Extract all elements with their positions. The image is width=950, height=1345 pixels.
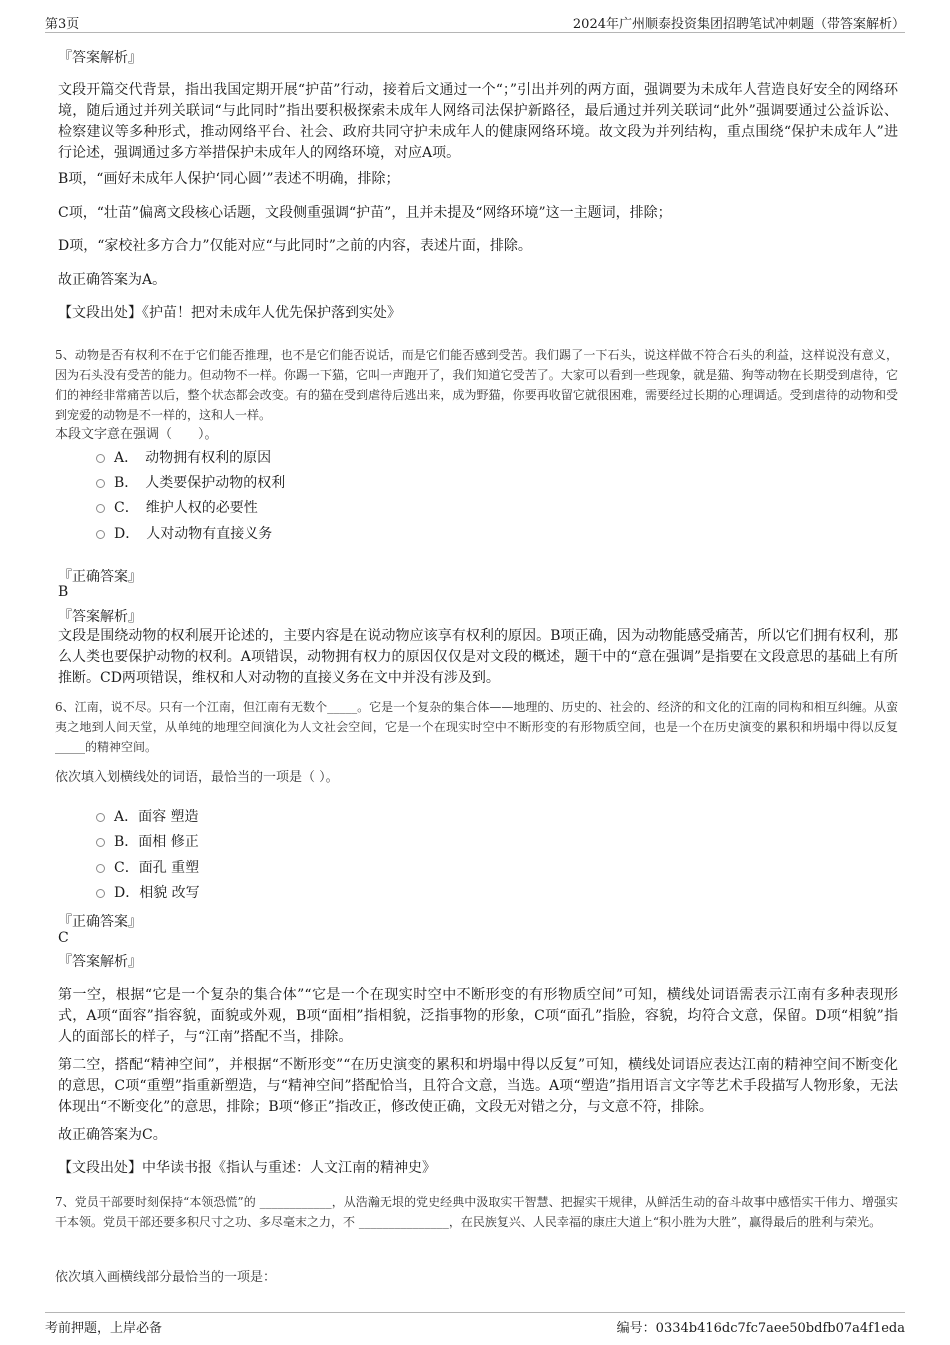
q6-option-a[interactable] [96, 806, 199, 826]
radio-icon [96, 479, 105, 488]
q6-stem: 6、江南，说不尽。只有一个江南，但江南有无数个_____。它是一个复杂的集合体——地理的、历史的、社会的、经济的和文化的江南的同构和相互纠缠。从蛮夷之地到人间天堂，从单纯的地理空间演化为人文社会空间，它是一个在现实时空中不断形变的有形物质空间，也是一个在历史演变的累积和坍塌中得以反复_____的精神空间。 [55, 700, 898, 754]
q4-analysis-p2: B项，“画好未成年人保护‘同心圆’”表述不明确，排除； [58, 171, 400, 187]
q5-analysis-heading: 『答案解析』 [58, 609, 142, 625]
q4-analysis-p5: 故正确答案为A。 [58, 272, 167, 288]
option-label: B． 人类要保护动物的权利 [114, 475, 286, 491]
q7-stem: 7、党员干部要时刻保持“本领恐慌”的 ____________，从浩瀚无垠的党史经典中汲取实干智慧、把握实干规律，从鲜活生动的奋斗故事中感悟实干伟力、增强实干本领。党员干部还要多积尺寸之功、多尽毫末之力，不 _______________，在民族复兴、人民幸福的康庄大道上“积小胜为大胜”，赢得最后的胜利与荣光。 [55, 1195, 898, 1229]
q5-stem: 5、动物是否有权利不在于它们能否推理，也不是它们能否说话，而是它们能否感到受苦。我们踢了一下石头，说这样做不符合石头的利益，这样说没有意义，因为石头没有受苦的能力。但动物不一样。你踢一下猫，它叫一声跑开了，我们知道它受苦了。大家可以看到一些现象，就是猫、狗等动物在长期受到虐待，它们的神经非常痛苦以后，整个状态都会改变。有的猫在受到虐待后逃出来，成为野猫，你要再收留它就很困难，需要经过长期的心理调适。受到虐待的动物和受到宠爱的动物是不一样的，这和人一样。 [55, 348, 898, 422]
q5-option-a[interactable] [96, 447, 271, 467]
q6-option-b[interactable] [96, 831, 199, 851]
option-label: C． 维护人权的必要性 [114, 500, 258, 516]
radio-icon [96, 813, 105, 822]
q6-source: 【文段出处】中华读书报《指认与重述：人文江南的精神史》 [58, 1160, 436, 1176]
q4-analysis-heading: 『答案解析』 [58, 50, 142, 66]
q6-question: 依次填入划横线处的词语，最恰当的一项是（ ）。 [55, 770, 339, 785]
radio-icon [96, 504, 105, 513]
radio-icon [96, 864, 105, 873]
option-label: A． 动物拥有权利的原因 [114, 450, 272, 466]
q6-option-c[interactable] [96, 857, 199, 877]
q6-analysis-heading: 『答案解析』 [58, 954, 142, 970]
option-label: D． 人对动物有直接义务 [114, 526, 273, 542]
q6-analysis-p3: 故正确答案为C。 [58, 1127, 167, 1143]
q7-question: 依次填入画横线部分最恰当的一项是： [55, 1270, 277, 1285]
q5-option-c[interactable] [96, 497, 258, 517]
page-header [45, 10, 905, 33]
option-label: C．面孔 重塑 [114, 860, 200, 876]
q5-option-b[interactable] [96, 472, 285, 492]
radio-icon [96, 454, 105, 463]
q5-option-d[interactable] [96, 523, 272, 543]
q4-analysis-p3: C项，“壮苗”偏离文段核心话题，文段侧重强调“护苗”，且并未提及“网络环境”这一主题词，排除； [58, 205, 672, 221]
radio-icon [96, 838, 105, 847]
option-label: D．相貌 改写 [114, 885, 200, 901]
radio-icon [96, 530, 105, 539]
q6-analysis-p1: 第一空，根据“它是一个复杂的集合体”“它是一个在现实时空中不断形变的有形物质空间”可知，横线处词语需表示江南有多种表现形式，A项“面容”指容貌，面貌或外观，B项“面相”指相貌，泛指事物的形象，C项“面孔”指脸，容貌，均符合文意，保留。D项“相貌”指人的面部长的样子，与“江南”搭配不当，排除。 [58, 987, 898, 1045]
document-id: 编号：0334b416dc7fc7aee50bdfb07a4f1eda [616, 1321, 905, 1336]
document-title: 2024年广州顺泰投资集团招聘笔试冲刺题（带答案解析） [572, 17, 905, 32]
q6-answer: C [58, 930, 69, 946]
q6-analysis-p2: 第二空，搭配“精神空间”，并根据“不断形变”“在历史演变的累积和坍塌中得以反复”可知，横线处词语应表达江南的精神空间不断变化的意思，C项“重塑”指重新塑造，与“精神空间”搭配恰当，且符合文意，当选。A项“塑造”指用语言文字等艺术手段描写人物形象，无法体现出“不断变化”的意思，排除；B项“修正”指改正，修改使正确，文段无对错之分，与文意不符，排除。 [58, 1057, 898, 1115]
q5-analysis: 文段是围绕动物的权利展开论述的，主要内容是在说动物应该享有权利的原因。B项正确，因为动物能感受痛苦，所以它们拥有权利，那么人类也要保护动物的权利。A项错误，动物拥有权力的原因仅仅是对文段的概述，题干中的“意在强调”是指要在文段意思的基础上有所推断。CD两项错误，维权和人对动物的直接义务在文中并没有涉及到。 [58, 628, 898, 686]
option-label: A．面容 塑造 [114, 809, 199, 825]
q4-analysis-p4: D项，“家校社多方合力”仅能对应“与此同时”之前的内容，表述片面，排除。 [58, 238, 532, 254]
q4-source: 【文段出处】《护苗！把对未成年人优先保护落到实处》 [58, 305, 401, 321]
q5-question: 本段文字意在强调（ ）。 [55, 427, 218, 442]
footer-slogan: 考前押题，上岸必备 [45, 1321, 163, 1336]
page-number: 第3页 [45, 17, 80, 32]
q6-option-d[interactable] [96, 882, 200, 902]
q5-answer-heading: 『正确答案』 [58, 569, 142, 585]
q5-answer: B [58, 584, 69, 600]
page-footer [45, 1312, 905, 1335]
option-label: B．面相 修正 [114, 834, 199, 850]
radio-icon [96, 889, 105, 898]
q4-analysis-p1: 文段开篇交代背景，指出我国定期开展“护苗”行动，接着后文通过一个“；”引出并列的两方面，强调要为未成年人营造良好安全的网络环境，随后通过并列关联词“与此同时”指出要积极探索未成年人网络司法保护新路径，最后通过并列关联词“此外”强调要通过公益诉讼、检察建议等多种形式，推动网络平台、社会、政府共同守护未成年人的健康网络环境。故文段为并列结构，重点围绕“保护未成年人”进行论述，强调通过多方举措保护未成年人的网络环境，对应A项。 [58, 82, 898, 161]
q6-answer-heading: 『正确答案』 [58, 914, 142, 930]
